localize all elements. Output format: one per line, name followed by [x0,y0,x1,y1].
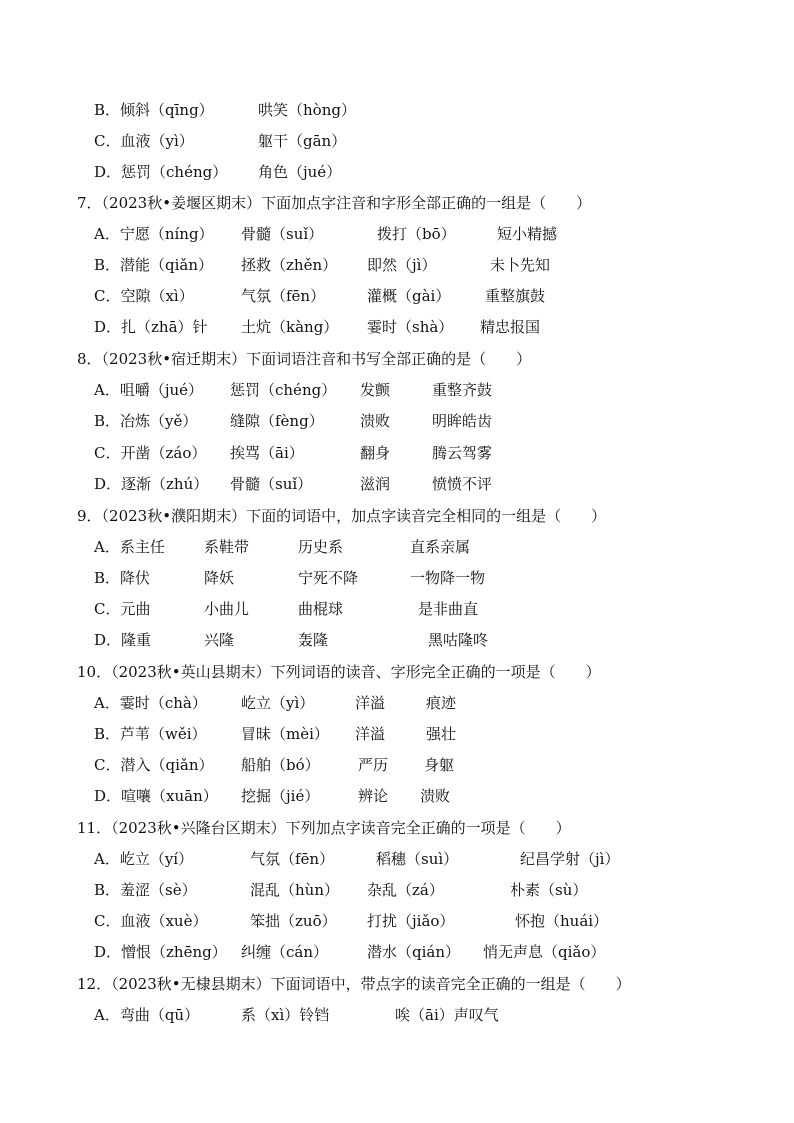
option-item: 拯救（zhěn） [241,256,338,274]
option-first-item: C．血液（yì） [94,132,194,150]
option-item: 溃败 [420,787,451,805]
option-item: 灌概（gài） [367,287,451,305]
option-item: 直系亲属 [410,538,471,556]
option-item: 土炕（kàng） [241,318,339,336]
option-item: 曲棍球 [298,600,344,618]
option-first-item: B．倾斜（qīng） [94,101,214,119]
option-item: 骨髓（suǐ） [241,225,324,243]
option-item: 精忠报国 [480,318,541,336]
option-first-item: B．降伏 [94,569,151,587]
option-first-item: B．冶炼（yě） [94,412,198,430]
option-item: 怀抱（huái） [515,912,609,930]
option-item: 未卜先知 [490,256,551,274]
option-first-item: B．羞涩（sè） [94,881,197,899]
option-first-item: A．屹立（yí） [94,850,194,868]
option-item: 腾云驾雾 [432,444,493,462]
option-item: 重整旗鼓 [485,287,546,305]
option-first-item: C．血液（xuè） [94,912,208,930]
option-item: 是非曲直 [418,600,479,618]
option-item: 一物降一物 [410,569,486,587]
option-item: 屹立（yì） [241,694,315,712]
option-item: 溃败 [360,412,391,430]
option-first-item: B．芦苇（wěi） [94,725,207,743]
option-first-item: D．惩罚（chéng） [94,163,228,181]
option-item: 洋溢 [355,694,386,712]
option-item: 兴隆 [204,631,235,649]
option-first-item: C．开凿（záo） [94,444,207,462]
option-item: 惩罚（chéng） [230,381,337,399]
question-stem: 7．（2023秋•姜堰区期末）下面加点字注音和字形全部正确的一组是（ ） [77,194,592,212]
option-item: 拨打（bō） [377,225,456,243]
option-first-item: A．宁愿（níng） [94,225,214,243]
option-item: 骨髓（suǐ） [230,475,313,493]
option-item: 系鞋带 [204,538,250,556]
question-stem: 8．（2023秋•宿迁期末）下面词语注音和书写全部正确的是（ ） [77,350,532,368]
option-item: 躯干（gān） [258,132,347,150]
option-item: 霎时（shà） [367,318,454,336]
option-item: 纠缠（cán） [241,943,329,961]
option-first-item: C．元曲 [94,600,151,618]
option-first-item: D．憎恨（zhēng） [94,943,227,961]
option-item: 发颤 [360,381,391,399]
option-item: 气氛（fēn） [241,287,326,305]
option-item: 宁死不降 [298,569,359,587]
option-first-item: A．系主任 [94,538,165,556]
option-first-item: B．潜能（qiǎn） [94,256,214,274]
option-item: 唉（āi）声叹气 [395,1006,499,1024]
option-item: 身躯 [424,756,455,774]
option-item: 愤愤不评 [432,475,493,493]
option-item: 纪昌学射（jì） [520,850,620,868]
option-item: 气氛（fēn） [250,850,335,868]
option-first-item: A．弯曲（qū） [94,1006,200,1024]
option-first-item: C．空隙（xì） [94,287,194,305]
option-item: 痕迹 [426,694,457,712]
question-stem: 9．（2023秋•濮阳期末）下面的词语中，加点字读音完全相同的一组是（ ） [77,507,607,525]
option-item: 杂乱（zá） [367,881,444,899]
option-item: 船舶（bó） [241,756,320,774]
option-item: 朴素（sù） [510,881,588,899]
option-item: 重整齐鼓 [432,381,493,399]
option-item: 即然（jì） [367,256,437,274]
option-first-item: D．扎（zhā）针 [94,318,208,336]
option-first-item: A．咀嚼（jué） [94,381,204,399]
option-item: 洋溢 [355,725,386,743]
option-item: 冒昧（mèi） [241,725,329,743]
option-item: 笨拙（zuō） [250,912,337,930]
option-item: 小曲儿 [204,600,250,618]
option-item: 短小精撼 [497,225,558,243]
option-item: 系（xì）铃铛 [241,1006,330,1024]
option-item: 严历 [358,756,389,774]
option-item: 悄无声息（qiǎo） [483,943,606,961]
option-item: 明眸皓齿 [432,412,493,430]
option-item: 打扰（jiǎo） [367,912,455,930]
question-stem: 11．（2023秋•兴隆台区期末）下列加点字读音完全正确的一项是（ ） [77,819,571,837]
option-first-item: A．霎时（chà） [94,694,207,712]
option-item: 角色（jué） [258,163,342,181]
option-item: 历史系 [298,538,344,556]
option-item: 缝隙（fèng） [230,412,324,430]
option-first-item: D．逐渐（zhú） [94,475,209,493]
option-item: 潜水（qián） [367,943,461,961]
option-item: 稻穗（suì） [376,850,459,868]
option-item: 强壮 [426,725,457,743]
option-item: 滋润 [360,475,391,493]
question-stem: 10．（2023秋•英山县期末）下列词语的读音、字形完全正确的一项是（ ） [77,663,601,681]
option-item: 混乱（hùn） [250,881,339,899]
option-item: 挖掘（jié） [241,787,320,805]
option-item: 哄笑（hòng） [258,101,356,119]
option-first-item: C．潜入（qiǎn） [94,756,214,774]
option-item: 降妖 [204,569,235,587]
option-item: 翻身 [360,444,391,462]
option-item: 黑咕隆咚 [428,631,489,649]
option-item: 轰隆 [298,631,329,649]
question-stem: 12．（2023秋•无棣县期末）下面词语中，带点字的读音完全正确的一组是（ ） [77,975,631,993]
option-first-item: D．喧嚷（xuān） [94,787,218,805]
option-item: 辨论 [358,787,389,805]
option-item: 挨骂（āi） [230,444,304,462]
option-first-item: D．隆重 [94,631,152,649]
